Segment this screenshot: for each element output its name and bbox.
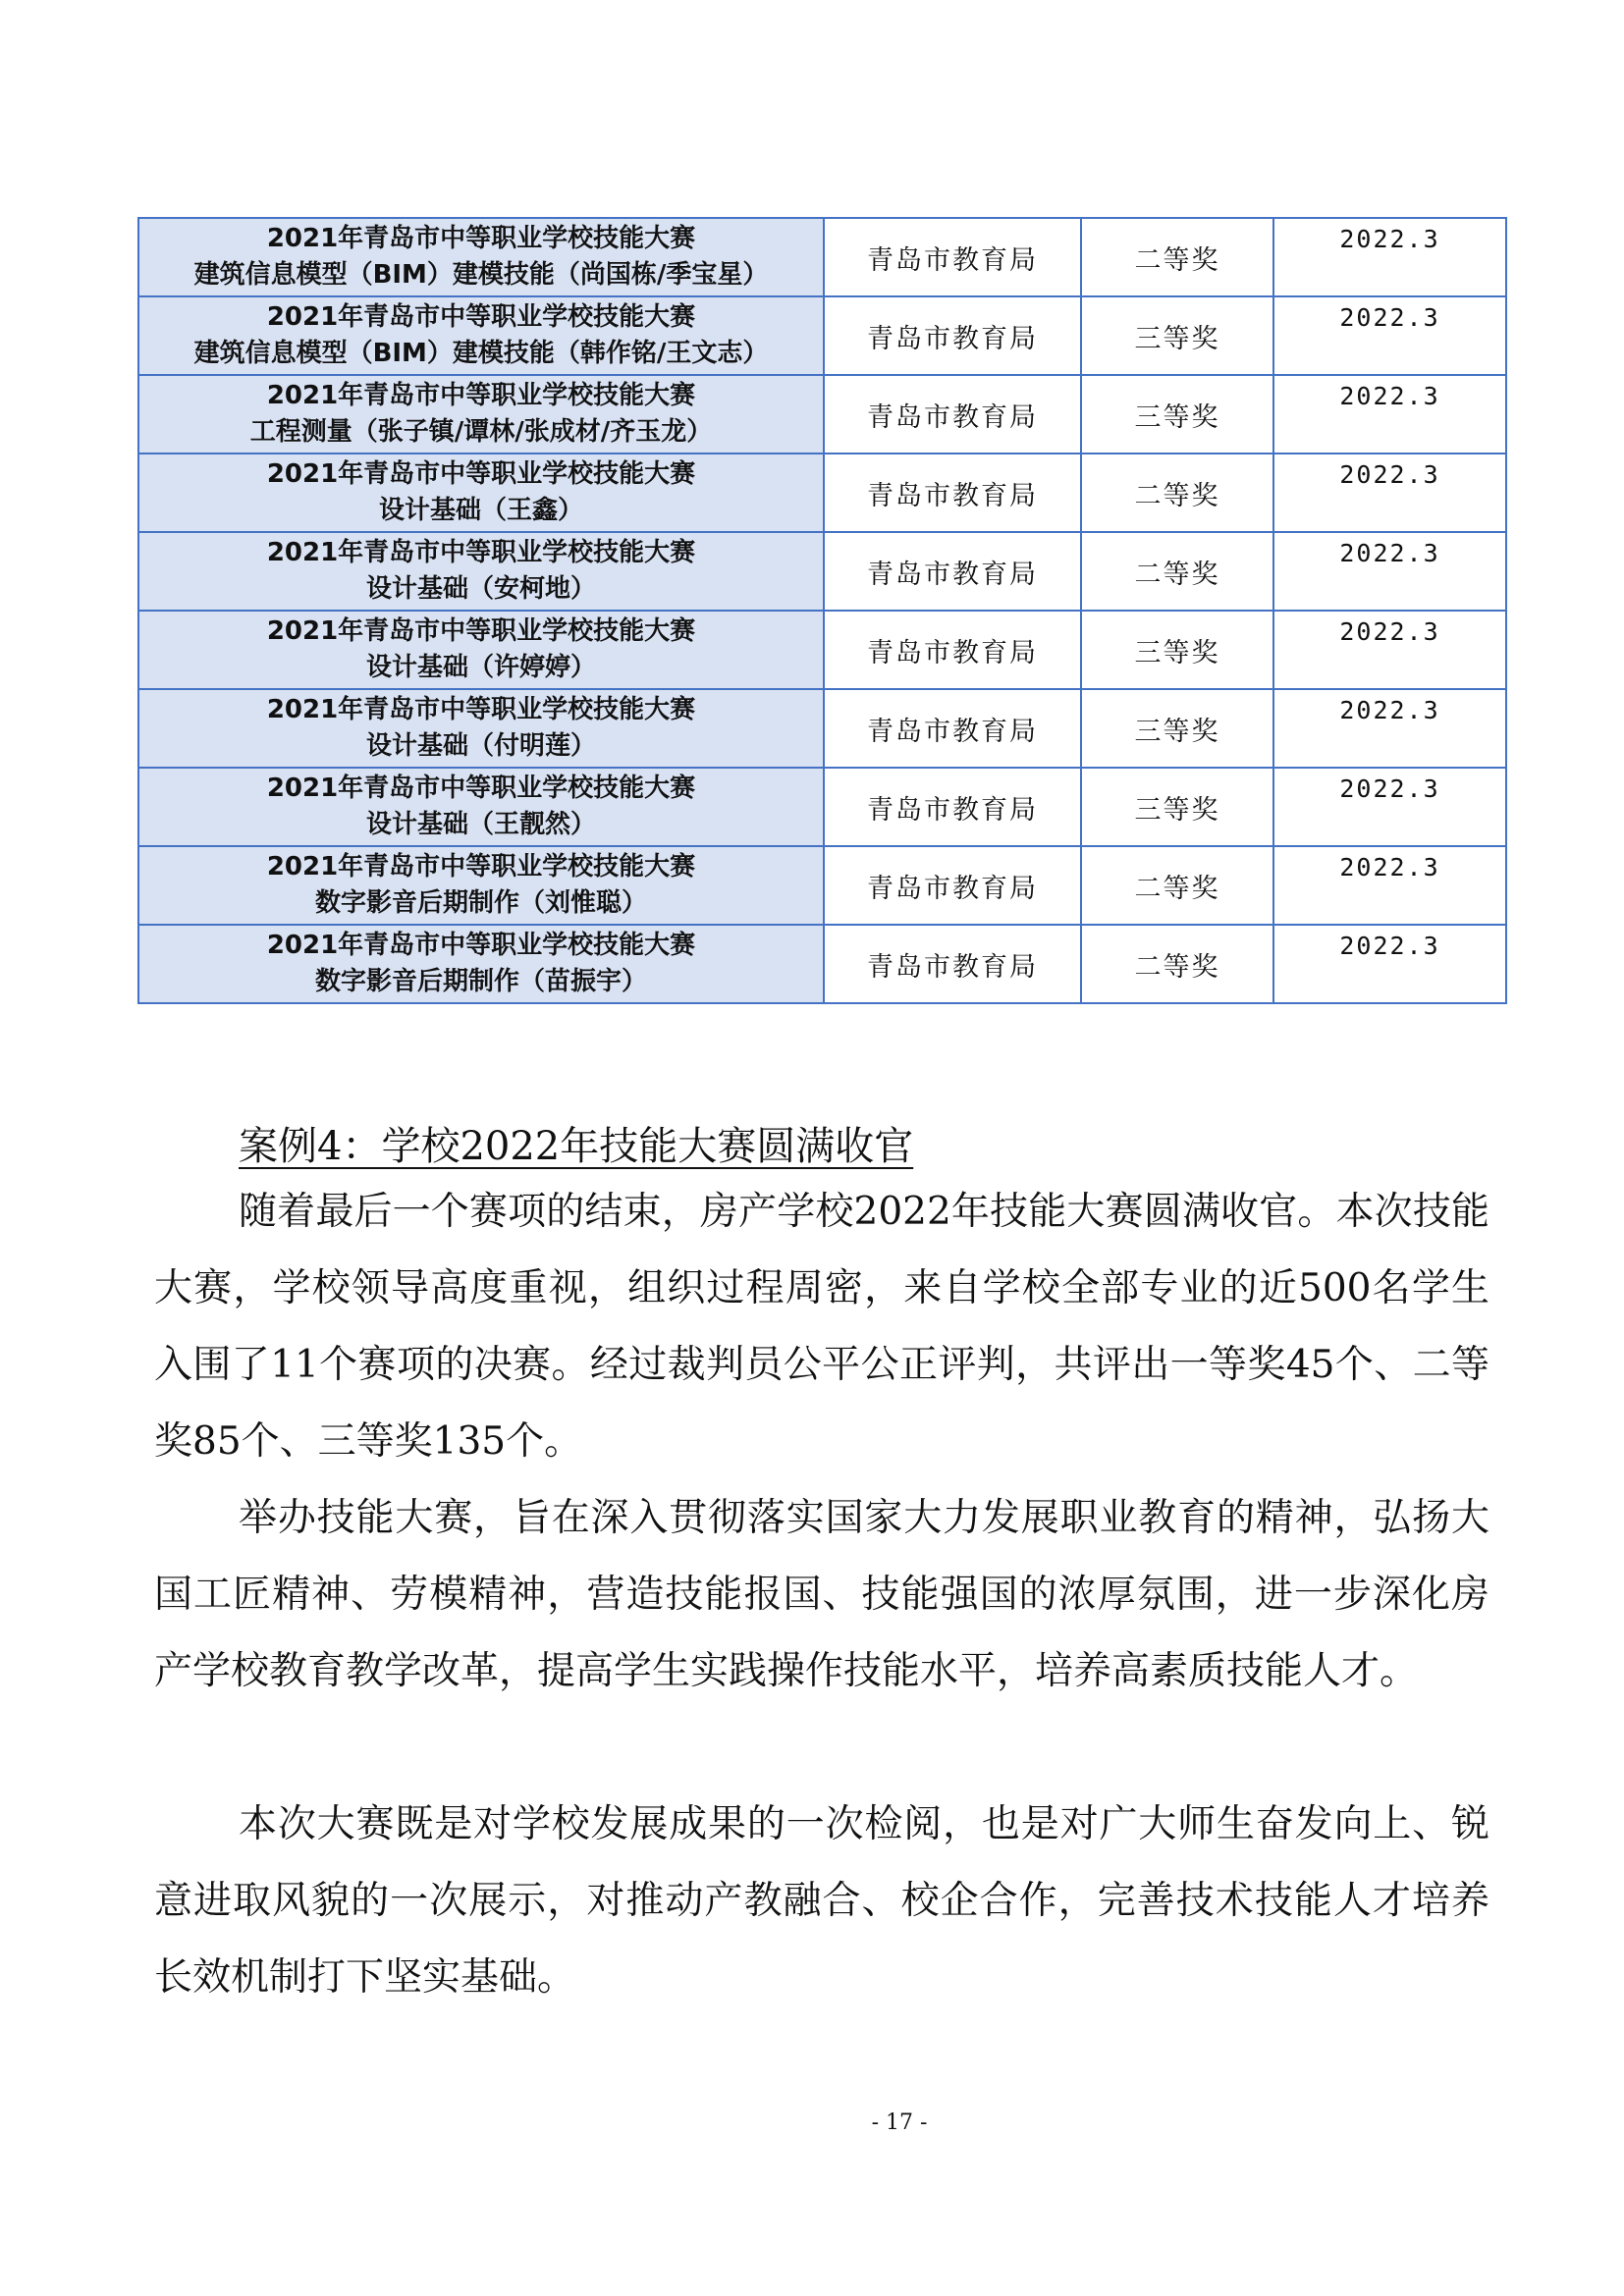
issuer-text: 青岛市教育局	[867, 401, 1038, 433]
award-name-cell	[138, 296, 824, 375]
level-text: 三等奖	[1134, 794, 1220, 826]
issuer-text: 青岛市教育局	[867, 873, 1038, 904]
award-name-cell	[138, 454, 824, 532]
issuer-text: 青岛市教育局	[867, 244, 1038, 276]
award-name-cell	[138, 375, 824, 454]
award-name-line2: 数字影音后期制作（苗振宇）	[314, 967, 647, 996]
level-cell	[1081, 454, 1273, 532]
table-row	[138, 846, 1506, 925]
date-text: 2022.3	[1339, 460, 1440, 489]
level-text: 二等奖	[1134, 244, 1220, 276]
table-row	[138, 611, 1506, 689]
award-name-line1: 2021年青岛市中等职业学校技能大赛	[266, 224, 696, 253]
level-cell	[1081, 375, 1273, 454]
table-row	[138, 925, 1506, 1003]
award-name-line2: 设计基础（王靓然）	[365, 810, 596, 839]
level-text: 三等奖	[1134, 323, 1220, 354]
awards-table	[137, 217, 1507, 1004]
level-cell	[1081, 611, 1273, 689]
issuer-cell	[824, 218, 1081, 296]
issuer-text: 青岛市教育局	[867, 480, 1038, 511]
date-cell	[1273, 611, 1506, 689]
award-name-line2: 设计基础（许婷婷）	[365, 653, 596, 682]
award-name-cell	[138, 846, 824, 925]
award-name-cell	[138, 532, 824, 611]
date-text: 2022.3	[1339, 853, 1440, 881]
issuer-cell	[824, 375, 1081, 454]
level-text: 三等奖	[1134, 401, 1220, 433]
date-text: 2022.3	[1339, 774, 1440, 803]
level-text: 二等奖	[1134, 559, 1220, 590]
issuer-cell	[824, 532, 1081, 611]
table-row	[138, 768, 1506, 846]
table-row	[138, 375, 1506, 454]
table-row	[138, 218, 1506, 296]
award-name-line1: 2021年青岛市中等职业学校技能大赛	[266, 302, 696, 332]
paragraph: 随着最后一个赛项的结束，房产学校2022年技能大赛圆满收官。本次技能大赛，学校领导高度重视，组织过程周密，来自学校全部专业的近500名学生入围了11个赛项的决赛。经过裁判员公平公正评判，共评出一等奖45个、二等奖85个、三等奖135个。	[154, 1190, 1489, 1464]
award-name-line2: 建筑信息模型（BIM）建模技能（尚国栋/季宝星）	[193, 260, 769, 290]
level-cell	[1081, 925, 1273, 1003]
issuer-text: 青岛市教育局	[867, 716, 1038, 747]
date-text: 2022.3	[1339, 382, 1440, 410]
award-name-line2: 数字影音后期制作（刘惟聪）	[314, 888, 647, 918]
issuer-cell	[824, 454, 1081, 532]
award-name-cell	[138, 689, 824, 768]
issuer-text: 青岛市教育局	[867, 951, 1038, 983]
award-name-line2: 建筑信息模型（BIM）建模技能（韩作铭/王文志）	[193, 339, 769, 368]
date-cell	[1273, 925, 1506, 1003]
date-text: 2022.3	[1339, 303, 1440, 332]
date-cell	[1273, 846, 1506, 925]
level-text: 二等奖	[1134, 873, 1220, 904]
level-cell	[1081, 532, 1273, 611]
table-row	[138, 532, 1506, 611]
level-cell	[1081, 218, 1273, 296]
award-name-line1: 2021年青岛市中等职业学校技能大赛	[266, 852, 696, 881]
table-row	[138, 296, 1506, 375]
award-name-cell	[138, 768, 824, 846]
award-name-line1: 2021年青岛市中等职业学校技能大赛	[266, 616, 696, 646]
issuer-cell	[824, 296, 1081, 375]
award-name-line1: 2021年青岛市中等职业学校技能大赛	[266, 774, 696, 803]
date-text: 2022.3	[1339, 932, 1440, 960]
date-text: 2022.3	[1339, 696, 1440, 724]
award-name-line1: 2021年青岛市中等职业学校技能大赛	[266, 695, 696, 724]
level-text: 二等奖	[1134, 951, 1220, 983]
issuer-text: 青岛市教育局	[867, 637, 1038, 668]
issuer-text: 青岛市教育局	[867, 794, 1038, 826]
date-cell	[1273, 532, 1506, 611]
award-name-line1: 2021年青岛市中等职业学校技能大赛	[266, 381, 696, 410]
date-cell	[1273, 218, 1506, 296]
award-name-cell	[138, 611, 824, 689]
date-text: 2022.3	[1339, 539, 1440, 567]
level-text: 三等奖	[1134, 637, 1220, 668]
date-text: 2022.3	[1339, 617, 1440, 646]
level-cell	[1081, 846, 1273, 925]
section-title: 案例4：学校2022年技能大赛圆满收官	[239, 1124, 914, 1169]
date-text: 2022.3	[1339, 225, 1440, 253]
issuer-text: 青岛市教育局	[867, 323, 1038, 354]
award-name-line1: 2021年青岛市中等职业学校技能大赛	[266, 538, 696, 567]
date-cell	[1273, 689, 1506, 768]
paragraph: 本次大赛既是对学校发展成果的一次检阅，也是对广大师生奋发向上、锐意进取风貌的一次展示，对推动产教融合、校企合作，完善技术技能人才培养长效机制打下坚实基础。	[154, 1802, 1489, 2000]
table-row	[138, 454, 1506, 532]
award-name-cell	[138, 218, 824, 296]
level-cell	[1081, 768, 1273, 846]
issuer-cell	[824, 768, 1081, 846]
award-name-cell	[138, 925, 824, 1003]
award-name-line2: 设计基础（安柯地）	[365, 574, 596, 604]
issuer-cell	[824, 925, 1081, 1003]
page-number: - 17 -	[871, 2110, 928, 2135]
award-name-line2: 设计基础（王鑫）	[378, 496, 583, 525]
award-name-line1: 2021年青岛市中等职业学校技能大赛	[266, 931, 696, 960]
award-name-line2: 设计基础（付明莲）	[365, 731, 596, 761]
level-cell	[1081, 689, 1273, 768]
date-cell	[1273, 296, 1506, 375]
level-text: 三等奖	[1134, 716, 1220, 747]
level-cell	[1081, 296, 1273, 375]
date-cell	[1273, 375, 1506, 454]
award-name-line2: 工程测量（张子镇/谭林/张成材/齐玉龙）	[249, 417, 713, 447]
date-cell	[1273, 768, 1506, 846]
issuer-text: 青岛市教育局	[867, 559, 1038, 590]
level-text: 二等奖	[1134, 480, 1220, 511]
paragraph: 举办技能大赛，旨在深入贯彻落实国家大力发展职业教育的精神，弘扬大国工匠精神、劳模精神，营造技能报国、技能强国的浓厚氛围，进一步深化房产学校教育教学改革，提高学生实践操作技能水平，培养高素质技能人才。	[154, 1496, 1489, 1693]
date-cell	[1273, 454, 1506, 532]
issuer-cell	[824, 611, 1081, 689]
issuer-cell	[824, 689, 1081, 768]
table-row	[138, 689, 1506, 768]
award-name-line1: 2021年青岛市中等职业学校技能大赛	[266, 459, 696, 489]
issuer-cell	[824, 846, 1081, 925]
